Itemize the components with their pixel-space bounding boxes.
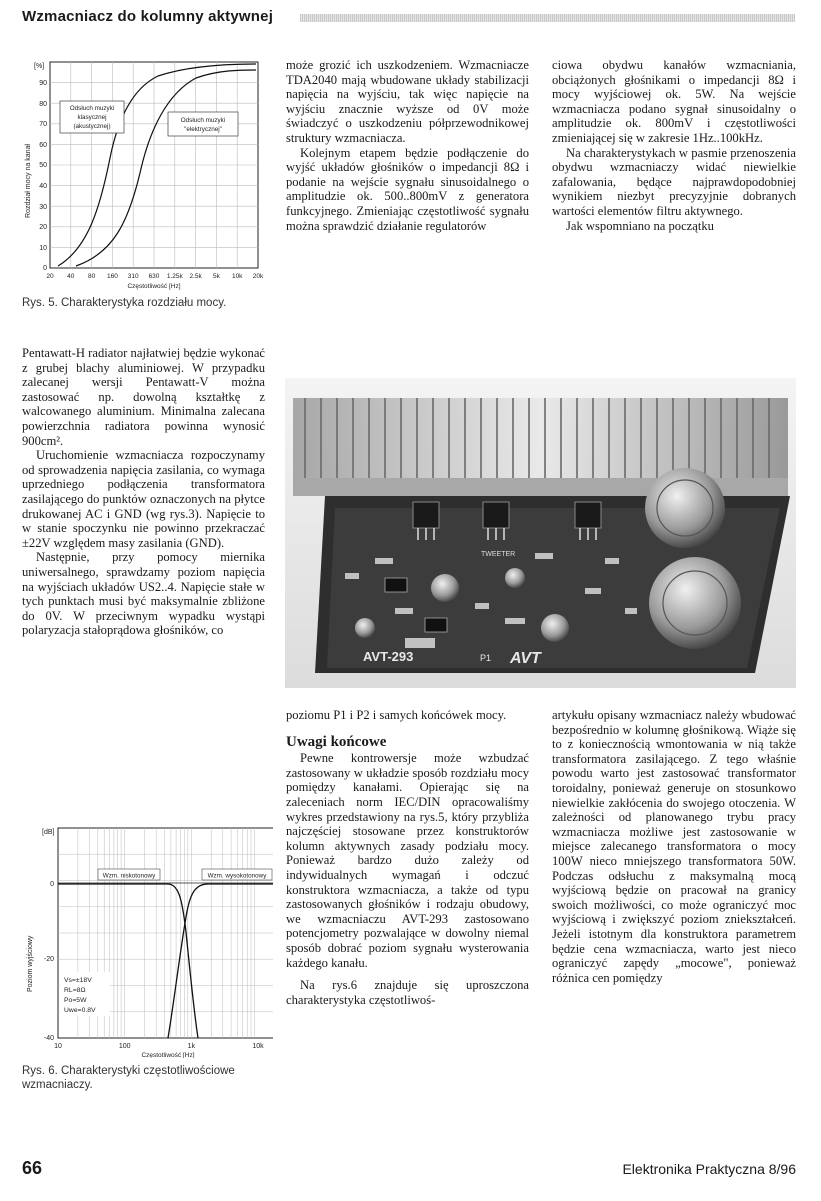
fig6-xtick: 1k (187, 1043, 196, 1050)
fig6-ytick: 0 (50, 881, 54, 888)
col2-paragraph: Pewne kontrowersje może wzbudzać zastosowany w układzie sposób rozdziału mocy pomiędzy kanałami. Opierając się na zaleceniach norm IEC/DIN opracowaliśmy wykres przedstawiony na rys.5, który przybliża najczęściej stosowane przez konstruktorów kolumn aktywnych zasady podziału mocy. Ponieważ bardzo dużo zależy od indywidualnych wymagań i odczuć konstruktora wzmacniacza, a także od typu zastosowanych głośników i rodzaju obudowy, we wzmacniaczu AVT-293 zastosowano potencjometry pozwalające w dowolny niemal sposób dobrać poziom sygnału wysterowania każdego kanału. (286, 751, 529, 970)
fig5-chart (18, 58, 273, 290)
tweeter-label: TWEETER (481, 551, 516, 558)
fig6-param: Po=5W (64, 997, 87, 1004)
fig6-yunit: [dB] (42, 829, 55, 836)
fig6-xtick: 10k (252, 1043, 264, 1050)
fig5-curve-electric (76, 70, 256, 266)
fig5-ytick: 80 (39, 101, 47, 108)
fig5-xlabel: Częstotliwość [Hz] (127, 283, 181, 290)
col2-paragraph: Kolejnym etapem będzie podłączenie do wyjść układów głośników o impedancji 8Ω i podanie na wejście sygnału sinusoidalnego o amplitudzie ok. 500..800mV z generatora funkcyjnego. Zmieniając częstotliwość sygnału można sprawdzić działanie regulatorów (286, 145, 529, 233)
fig5-label-left: klasycznej (77, 114, 107, 121)
fig5-xtick: 1.25k (166, 273, 183, 280)
amplifier-board-photo (285, 378, 796, 688)
fig5-ytick: 30 (39, 204, 47, 211)
fig6-xtick: 100 (118, 1043, 131, 1050)
fig5-ytick: 60 (39, 142, 47, 149)
col1-paragraph: Pentawatt-H radiator najłatwiej będzie wykonać z grubej blachy aluminiowej. W przypadku zalecanej wersji Pentawatt-V można zastosować np. dowolną kształtkę z walcowanego aluminium. Minimalna zalecana powierzchnia radiatora powinna wynosić 900cm². (22, 346, 265, 448)
fig6-param: Uwe=0.8V (64, 1007, 96, 1014)
column-2-top (286, 58, 529, 233)
header-rule (300, 14, 795, 22)
fig5-xtick: 20 (46, 273, 54, 280)
fig5-xtick: 20k (252, 273, 264, 280)
fig6-param: RL=8Ω (64, 987, 86, 994)
fig6-ytick: -20 (43, 956, 54, 963)
col1-paragraph: Uruchomienie wzmacniacza rozpoczynamy od sprowadzenia napięcia zasilania, co wymaga uprzedniego podłączenia transformatora zasilającego do punktów oznaczonych na płytce drukowanej AC i GND (wg rys.3). Napięcie to w stanie spoczynku nie powinno przekraczać ±22V względem masy zasilania (GND). (22, 448, 265, 550)
fig5-ytick: 40 (39, 183, 47, 190)
fig6-curve-high (168, 884, 273, 1038)
fig5-xtick: 630 (148, 273, 160, 280)
fig5-xtick: 160 (106, 273, 118, 280)
fig6-label-high: Wzm. wysokotonowy (207, 872, 267, 880)
magazine-issue: Elektronika Praktyczna 8/96 (622, 1161, 796, 1177)
col3-paragraph: ciowa obydwu kanałów wzmacniania, obciążonych głośnikami o impedancji 8Ω i mocy wyjściowej ok. 5W. Na wejście wzmacniacza podano sygnał sinusoidalny o amplitudzie ok. 800mV i częstotliwości zmieniającej się w zakresie 1Hz..100kHz. (552, 58, 796, 145)
fig6-label-low: Wzm. niskotonowy (102, 872, 156, 880)
fig5-yunit: [%] (34, 63, 45, 70)
fig5-xtick: 40 (67, 273, 75, 280)
col2-paragraph: Na rys.6 znajduje się uproszczona charakterystyka częstotliwoś- (286, 978, 529, 1007)
fig5-label-left: Odsłuch muzyki (69, 105, 115, 112)
fig5-ytick: 50 (39, 162, 47, 169)
col3-paragraph: Jak wspomniano na początku (566, 218, 714, 233)
fig6-xtick: 10 (54, 1043, 62, 1050)
col2-lead: poziomu P1 i P2 i samych końcówek mocy. (286, 708, 507, 722)
fig5-xtick: 5k (212, 273, 220, 280)
fig5-ytick: 70 (39, 121, 47, 128)
fig6-xlabel: Częstotliwość [Hz] (141, 1052, 195, 1058)
fig6-ylabel: Poziom wyjściowy (27, 935, 34, 992)
fig5-label-right: Odsłuch muzyki (180, 117, 226, 124)
page-number: 66 (22, 1158, 43, 1178)
col1-paragraph: Następnie, przy pomocy miernika uniwersalnego, sprawdzamy poziom napięcia na wyjściach układów US2..4. Napięcie stałe w tych punktach musi być maksymalnie zbliżone do 0V. W przeciwnym wypadku wystąpi polaryzacja stałoprądowa głośników, co (22, 550, 265, 638)
fig5-caption: Rys. 5. Charakterystyka rozdziału mocy. (22, 297, 227, 309)
fig5-ytick: 20 (39, 224, 47, 231)
fig6-chart (18, 822, 273, 1058)
fig5-ytick: 10 (39, 245, 47, 252)
column-1 (22, 346, 265, 638)
fig5-xtick: 2.5k (189, 273, 202, 280)
column-3-top (552, 58, 796, 233)
fig5-xtick: 10k (231, 273, 243, 280)
fig6-ytick: -40 (43, 1035, 54, 1042)
fig5-ytick: 0 (43, 265, 47, 272)
col3-paragraph: artykułu opisany wzmacniacz należy wbudować bezpośrednio w kolumnę głośnikową. Wiąże się to z koniecznością wmontowania w nią także transformatora zasilającego. Z tego właśnie powodu warto jest zastosować transformator toroidalny, ponieważ generuje on stosunkowo niewielkie zakłócenia do swojego otoczenia. W zależności od planowanego trybu pracy wzmacniacza możliwe jest zastosowanie w miejsce zalecanego transformatora o mocy 100W nieco mniejszego transformatora 50W. Podczas odsłuchu z maksymalną mocą wyjściową będzie on pracował na granicy swoich możliwości, co może ograniczyć moc wyjściową i zwiększyć poziom zniekształceń. Jeżeli istotnym dla konstruktora parametrem będzie cena wzmacniacza, warto jest nieco ograniczyć zapędy „mocowe", ponieważ różnica cen pomiędzy (552, 708, 796, 985)
fig6-param: Vs=±18V (64, 977, 92, 984)
fig5-label-left: (akustycznej) (73, 123, 111, 130)
section-heading: Uwagi końcowe (286, 733, 387, 750)
column-3-bottom (552, 708, 796, 985)
col3-paragraph: Na charakterystykach w pasmie przenoszenia obydwu wzmacniaczy widać niewielkie zafalowania, będące najprawdopodobniej wynikiem niezbyt precyzyjnie dobranych wartości elementów filtru aktywnego. (552, 145, 796, 218)
pot-label: P1 (480, 653, 492, 663)
fig5-ytick: 90 (39, 80, 47, 87)
fig5-xtick: 310 (127, 273, 139, 280)
col2-paragraph: może grozić ich uszkodzeniem. Wzmacniacze TDA2040 mają wbudowane układy stabilizacji napięcia na wyjściu, tak więc napięcie na wyjściu znacznie wyższe od 0V może świadczyć o uszkodzeniu półprzewodnikowej struktury wzmacniacza. (286, 58, 529, 145)
fig6-caption: Rys. 6. Charakterystyki częstotliwościowe wzmacniaczy. (22, 1065, 235, 1091)
column-2-bottom (286, 708, 529, 1007)
fig5-label-right: "elektrycznej" (184, 126, 222, 133)
fig5-ylabel: Rozdział mocy na kanał (25, 144, 32, 218)
page-header-title: Wzmacniacz do kolumny aktywnej (22, 8, 274, 25)
avt-logo: AVT (510, 650, 541, 667)
board-label: AVT-293 (363, 649, 414, 664)
fig5-xtick: 80 (87, 273, 96, 280)
